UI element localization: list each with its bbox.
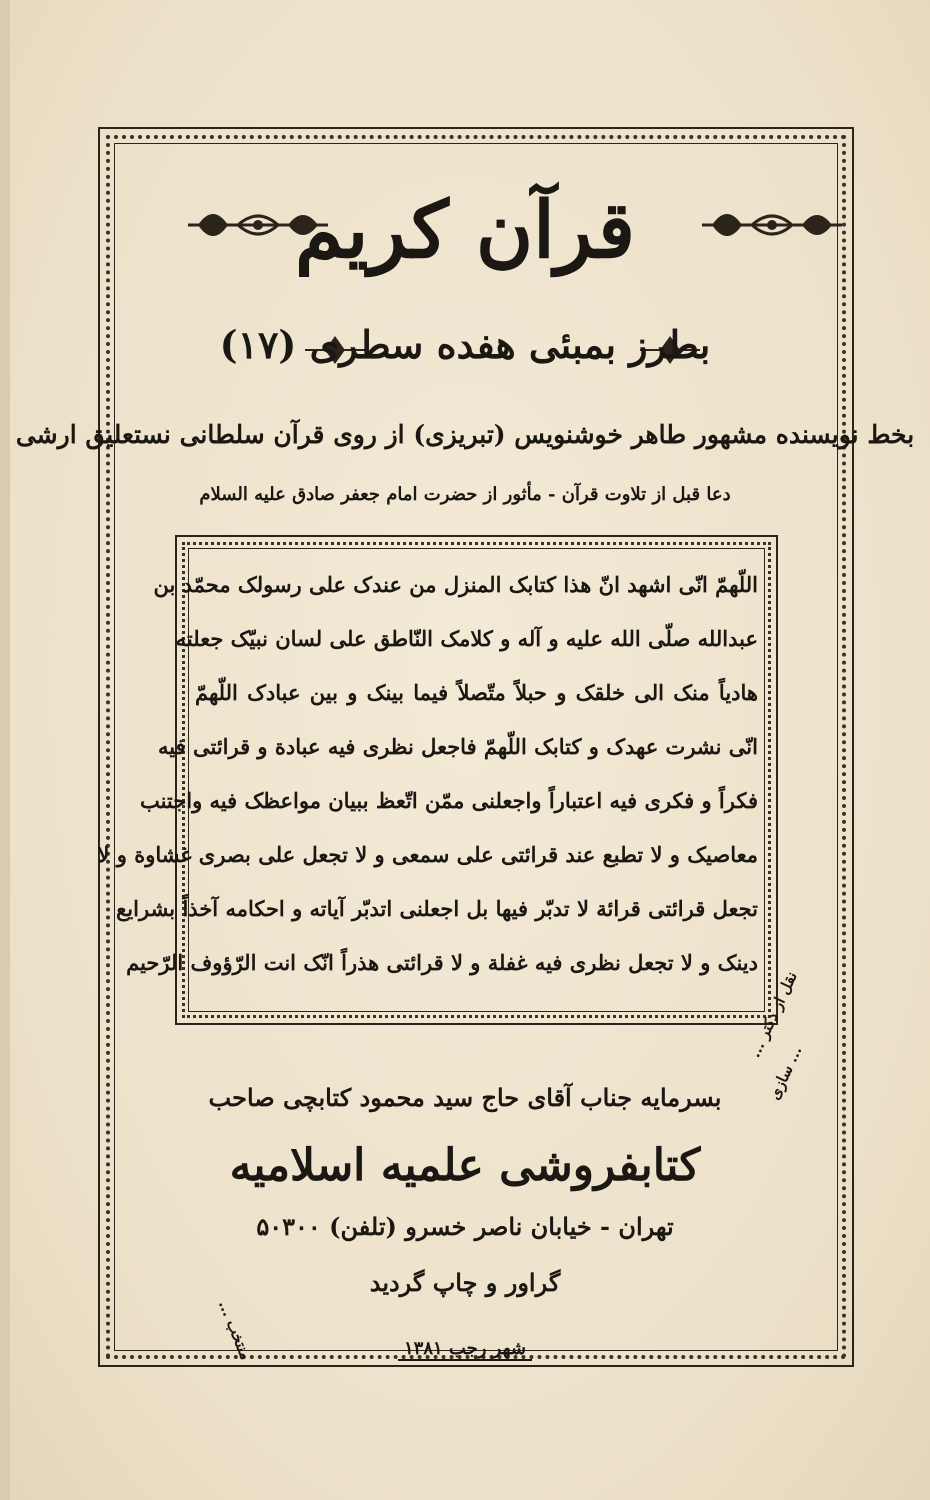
left-margin-handwritten-note: منتخب ... [214, 1297, 255, 1363]
date-text: شهر رجب ۱۳۸۱ [398, 1338, 532, 1361]
sponsor-line: بسرمایه جناب آقای حاج سید محمود کتابچی صاحب [208, 1083, 722, 1112]
prayer-line: معاصیک و لا تطبع عند قرائتی علی سمعی و لا تجعل علی بصری غشاوة و لا [97, 842, 758, 867]
calligrapher-line: بخط نویسنده مشهور طاهر خوشنویس (تبریزی) از روی قرآن سلطانی نستعلیق ارشی [15, 420, 915, 449]
prayer-line: تجعل قرائتی قرائة لا تدبّر فیها بل اجعلنی اتدبّر آیاته و احکامه آخذاً بشرایع [116, 896, 758, 921]
prayer-line: اللّهمّ انّی اشهد انّ هذا کتابک المنزل من عندک علی رسولک محمّد بن [153, 572, 758, 597]
prayer-line: انّی نشرت عهدک و کتابک اللّهمّ فاجعل نظری فیه عبادة و قرائتی فیه [158, 734, 758, 759]
publisher-name: کتابفروشی علمیه اسلامیه [229, 1140, 701, 1191]
publisher-address: تهران - خیابان ناصر خسرو (تلفن) ۵۰۳۰۰ [256, 1212, 674, 1241]
right-margin-handwritten-note: نقل از دکتر ... [745, 968, 801, 1061]
publication-date [0, 1338, 930, 1359]
page-title: قرآن کریم [294, 185, 636, 276]
right-margin-handwritten-note-2: ... سازی [765, 1043, 806, 1103]
engraving-note: گراور و چاپ گردید [369, 1268, 561, 1297]
prayer-line: عبدالله صلّی الله علیه و آله و کلامک النّاطق علی لسان نبیّک جعلته [175, 626, 758, 651]
prayer-text-block [97, 558, 758, 990]
prayer-line: هادیاً منک الی خلقک و حبلاً متّصلاً فیما بینک و بین عبادک اللّهمّ [195, 680, 758, 705]
prayer-line: دینک و لا تجعل نظری فیه غفلة و لا قرائتی هذراً انّک انت الرّؤوف الرّحیم [126, 950, 758, 975]
prayer-line: فکراً و فکری فیه اعتباراً واجعلنی ممّن اتّعظ ببیان مواعظک فیه واجتنب [139, 788, 758, 813]
dua-heading: دعا قبل از تلاوت قرآن - مأثور از حضرت امام جعفر صادق علیه السلام [199, 484, 731, 505]
subtitle: بطرز بمبئی هفده سطری (۱۷) [219, 322, 711, 367]
